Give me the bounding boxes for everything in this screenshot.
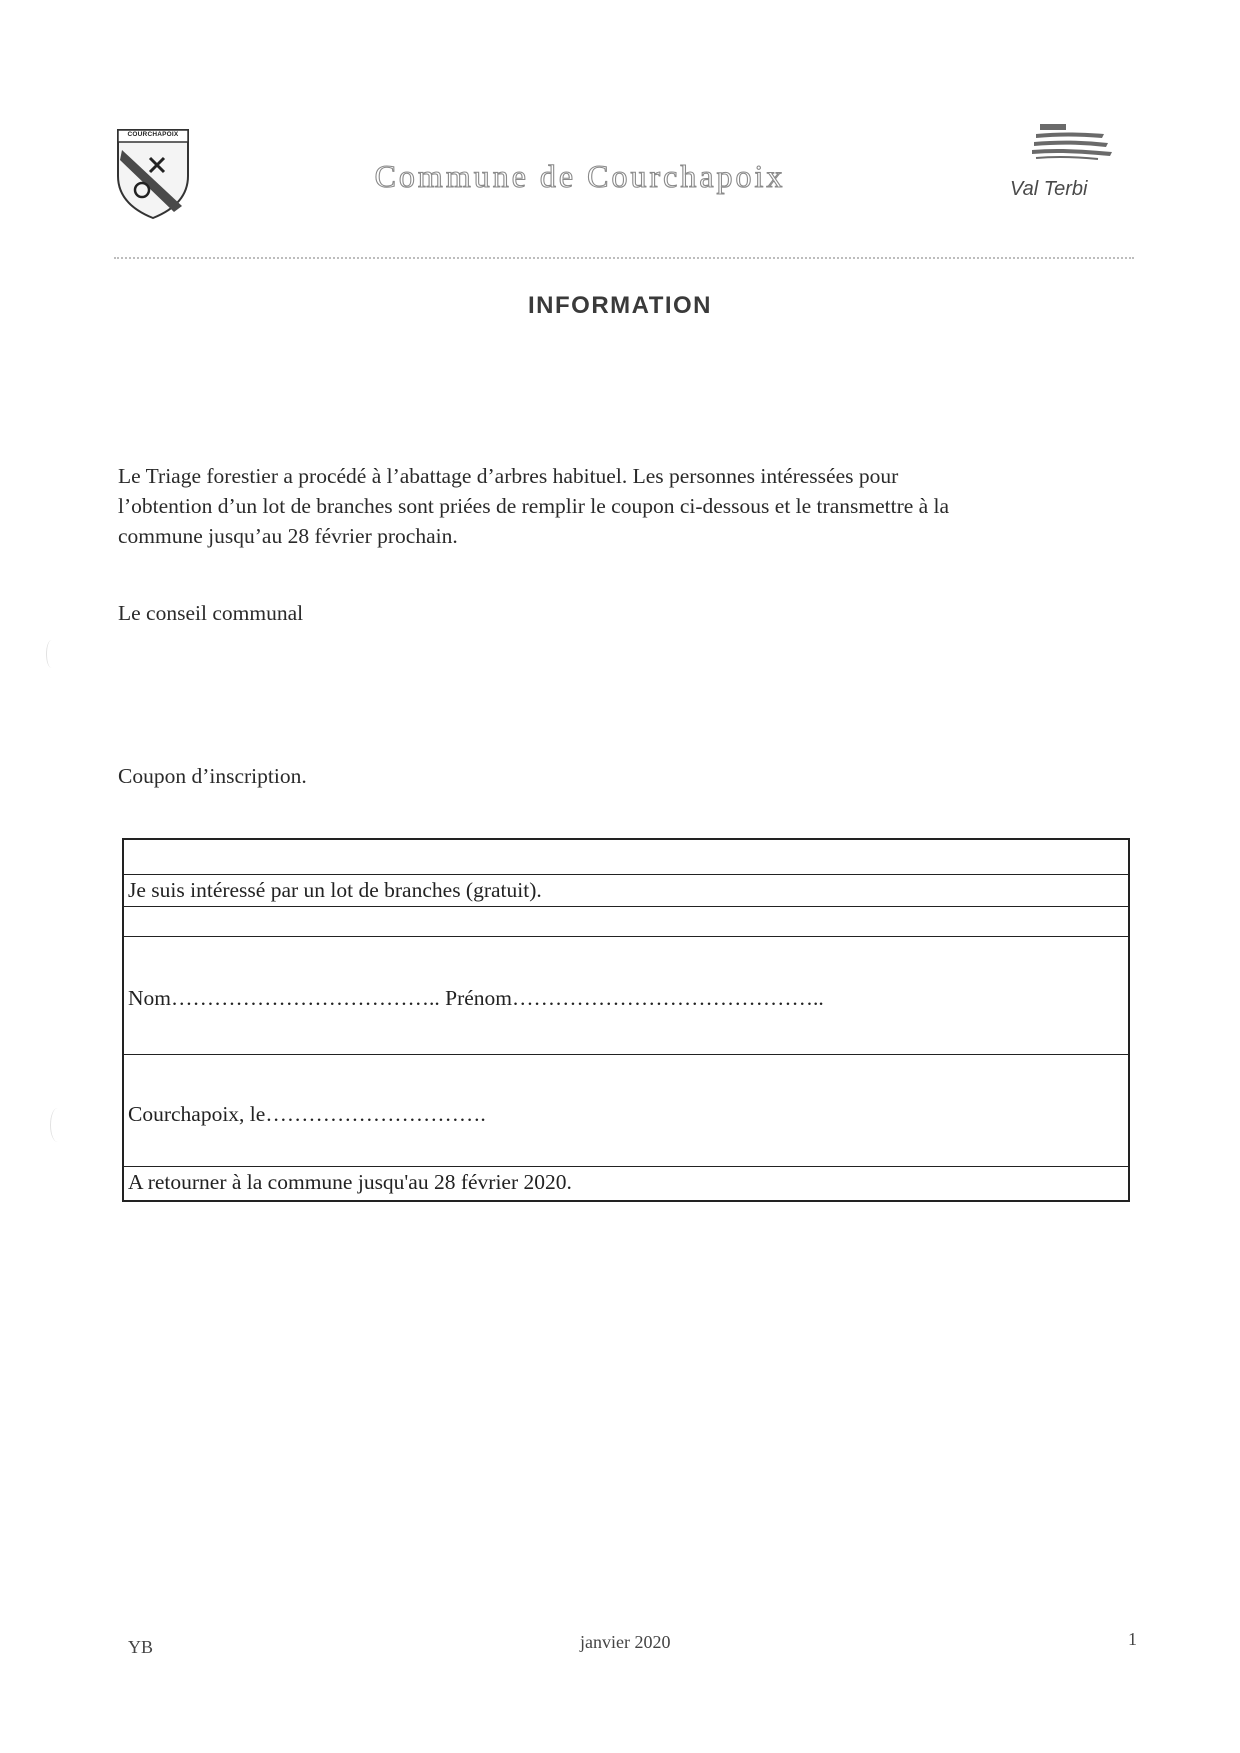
registration-coupon [122,838,1130,1202]
coupon-label: Coupon d’inscription. [118,764,307,788]
crest-label: COURCHAPOIX [127,131,179,138]
scan-mark [50,1108,65,1142]
page-heading: INFORMATION [527,292,713,319]
return-note: A retourner à la commune jusqu'au 28 février 2020. [128,1170,572,1194]
place-date-field-line[interactable]: Courchapoix, le…………………………. [128,1102,486,1126]
coupon-row-divider [124,936,1128,937]
coupon-row-divider [124,874,1128,875]
footer-date: janvier 2020 [580,1632,671,1652]
commune-title: Commune de Courchapoix [374,158,786,194]
scan-mark [46,640,57,668]
coupon-row-divider [124,906,1128,907]
val-terbi-logo-text: Val Terbi [1010,178,1088,200]
name-field-line[interactable]: Nom……………………………….. Prénom…………………………………….. [128,986,824,1010]
interest-statement: Je suis intéressé par un lot de branches (gratuit). [128,878,542,902]
paragraph-line: l’obtention d’un lot de branches sont priées de remplir le coupon ci-dessous et le transmettre à la [118,494,950,518]
commune-crest [116,128,190,220]
coupon-row-divider [124,1054,1128,1055]
signature: Le conseil communal [118,601,304,625]
paragraph-line: Le Triage forestier a procédé à l’abattage d’arbres habituel. Les personnes intéressées pour [118,464,899,488]
page-number: 1 [1128,1629,1137,1649]
paragraph-line: commune jusqu’au 28 février prochain. [118,524,458,548]
footer-initials: YB [128,1637,154,1657]
coupon-row-divider [124,1166,1128,1167]
header-divider [114,257,1134,259]
notice-paragraph [118,461,1118,551]
